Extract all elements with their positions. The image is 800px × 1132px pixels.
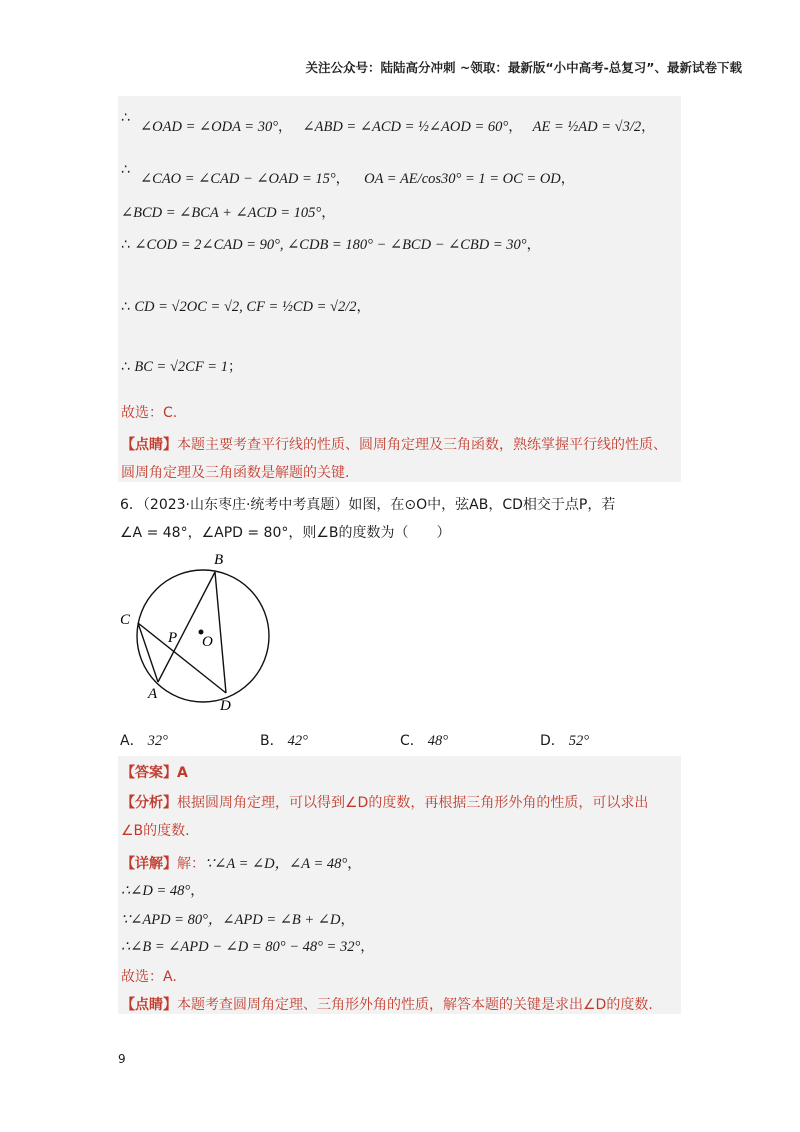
angle-equation-1: ∠OAD = ∠ODA = 30°	[140, 119, 279, 135]
cod-equation: ∠COD = 2∠CAD = 90°, ∠CDB = 180° − ∠BCD − ∠CBD = 30°	[134, 237, 527, 253]
analysis-line-1: 【分析】根据圆周角定理，可以得到∠D的度数，再根据三角形外角的性质，可以求出	[121, 795, 649, 811]
label-b: B	[214, 552, 224, 568]
detail-eq-4: ∴∠B = ∠APD − ∠D = 80° − 48° = 32°	[121, 939, 361, 955]
option-b: B． 42°	[260, 733, 308, 749]
cd-equation: CD = √2OC = √2, CF = ½CD = √2/2	[134, 299, 357, 315]
oa-equation: OA = AE/cos30° = 1 = OC = OD	[364, 171, 561, 187]
page-header: 关注公众号：陆陆高分冲刺 ~领取：最新版“小中高考-总复习”、最新试卷下载	[305, 60, 742, 75]
detail-eq-2: ∴∠D = 48°	[121, 883, 191, 899]
analysis-line-2: ∠B的度数.	[121, 823, 190, 839]
detail-line-2: ∴∠D = 48°，	[121, 883, 205, 899]
comment-q6: 【点睛】本题考查圆周角定理、三角形外角的性质，解答本题的关键是求出∠D的度数.	[121, 997, 653, 1013]
line-1-math: ∠OAD = ∠ODA = 30°， ∠ABD = ∠ACD = ½∠AOD = 60°， AE = ½AD = √3/2，	[140, 119, 656, 135]
answer-value: A	[177, 765, 188, 781]
option-c: C． 48°	[400, 733, 449, 749]
ae-equation: AE = ½AD = √3/2	[532, 119, 642, 135]
cao-equation: ∠CAO = ∠CAD − ∠OAD = 15°	[140, 171, 336, 187]
label-a: A	[148, 686, 158, 702]
label-o: O	[202, 634, 213, 650]
question-6-line-2: ∠A = 48°，∠APD = 80°，则∠B的度数为（ ）	[120, 525, 451, 541]
choose-c: 故选：C.	[121, 405, 178, 421]
circle-figure	[118, 548, 288, 722]
comment-tag: 【点睛】	[121, 437, 177, 453]
line-6: ∴ BC = √2CF = 1；	[121, 359, 242, 375]
answer-line	[121, 762, 188, 782]
option-a: A． 32°	[120, 733, 168, 749]
line-2: ∴	[121, 162, 130, 178]
detail-eq-3: ∵∠APD = 80°，∠APD = ∠B + ∠D	[121, 912, 341, 928]
line-1: ∴	[121, 110, 130, 126]
label-d: D	[220, 698, 231, 714]
detail-eq-1: ∵∠A = ∠D，∠A = 48°	[205, 856, 348, 872]
solution-block-q6	[118, 756, 681, 1014]
label-p: P	[168, 630, 178, 646]
line-4: ∴ ∠COD = 2∠CAD = 90°, ∠CDB = 180° − ∠BCD − ∠CBD = 30°，	[121, 237, 541, 253]
detail-line-4: ∴∠B = ∠APD − ∠D = 80° − 48° = 32°，	[121, 939, 375, 955]
detail-line-3: ∵∠APD = 80°，∠APD = ∠B + ∠D，	[121, 912, 355, 928]
comment-line-1: 【点睛】本题主要考查平行线的性质、圆周角定理及三角函数，熟练掌握平行线的性质、	[121, 437, 667, 453]
comment-tag-q6: 【点睛】	[121, 997, 177, 1013]
detail-tag: 【详解】	[121, 856, 177, 872]
page-number: 9	[118, 1052, 126, 1066]
line-3: ∠BCD = ∠BCA + ∠ACD = 105°，	[121, 205, 336, 221]
analysis-tag: 【分析】	[121, 795, 177, 811]
comment-line-2: 圆周角定理及三角函数是解题的关键.	[121, 465, 350, 481]
bcd-equation: ∠BCD = ∠BCA + ∠ACD = 105°	[121, 205, 322, 221]
bc-equation: BC = √2CF = 1	[134, 359, 228, 375]
detail-line: 【详解】解：∵∠A = ∠D，∠A = 48°，	[121, 856, 362, 872]
option-d: D． 52°	[540, 733, 590, 749]
label-c: C	[120, 612, 131, 628]
solution-block-prev	[118, 96, 681, 482]
choose-a: 故选：A.	[121, 969, 177, 985]
answer-tag: 【答案】	[121, 765, 177, 781]
line-5: ∴ CD = √2OC = √2, CF = ½CD = √2/2，	[121, 299, 371, 315]
circle-diagram	[118, 548, 288, 718]
line-2-math: ∠CAO = ∠CAD − ∠OAD = 15°， OA = AE/cos30° = 1 = OC = OD，	[140, 171, 575, 187]
question-6-line-1: 6．（2023·山东枣庄·统考中考真题）如图，在⊙O中，弦AB，CD相交于点P，若	[120, 497, 616, 513]
angle-equation-2: ∠ABD = ∠ACD = ½∠AOD = 60°	[302, 119, 509, 135]
